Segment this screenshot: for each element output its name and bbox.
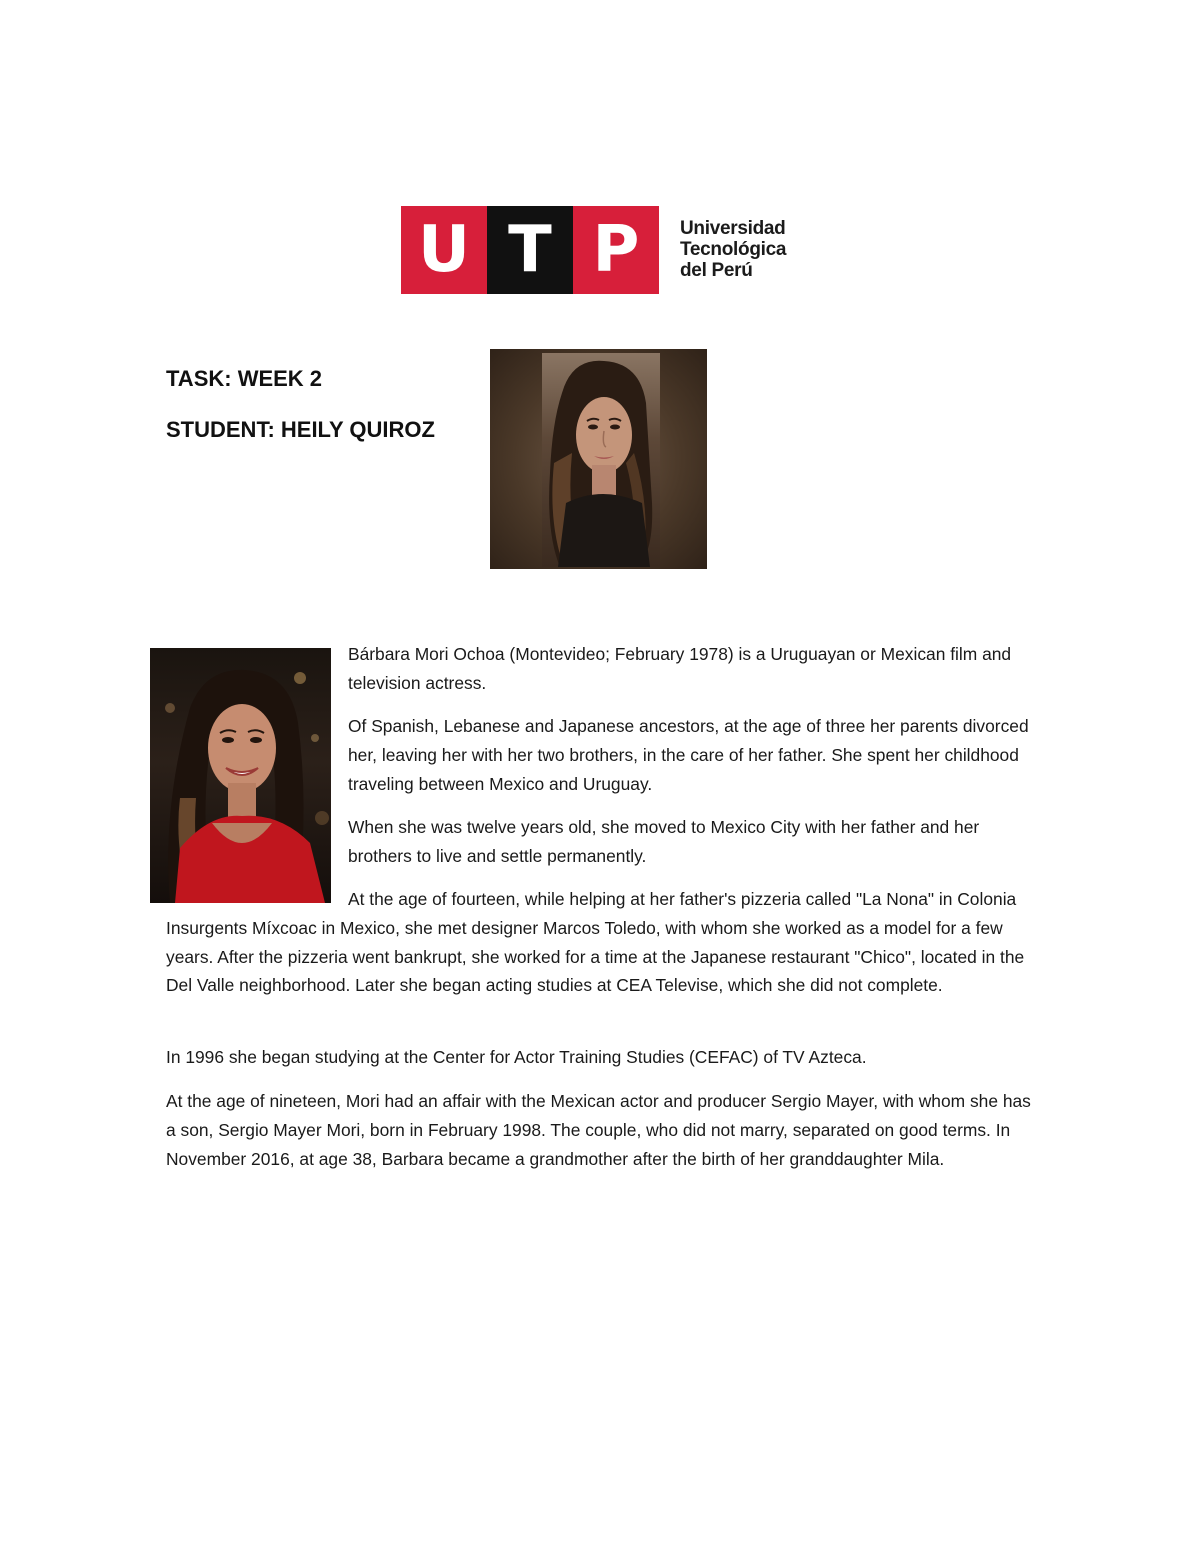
student-portrait-image [490, 349, 707, 569]
logo-letter-p: P [573, 206, 659, 294]
utp-logo [401, 206, 801, 294]
logo-name-line-3: del Perú [680, 260, 753, 281]
student-heading: STUDENT: HEILY QUIROZ [166, 417, 435, 442]
logo-letter-t: T [487, 206, 573, 294]
paragraph-3: When she was twelve years old, she moved to Mexico City with her father and her brothers to live and settle permanently. [348, 817, 980, 866]
paragraph-2: Of Spanish, Lebanese and Japanese ancestors, at the age of three her parents divorced her, leaving her with her two brothers, in the care of her father. She spent her childhood traveling between Mexico and Uruguay. [348, 716, 1029, 794]
logo-letter-u: U [401, 206, 487, 294]
student-portrait-photo [542, 353, 660, 567]
student-portrait-illustration [542, 353, 660, 567]
paragraph-4: At the age of fourteen, while helping at her father's pizzeria called "La Nona" in Colonia Insurgents Míxcoac in Mexico, she met designer Marcos Toledo, with whom she worked as a model for a few years. After the pizzeria went bankrupt, she worked for a time at the Japanese restaurant "Chico", located in the Del Valle neighborhood. Later she began acting studies at CEA Televise, which she did not complete. [166, 889, 1025, 996]
task-heading: TASK: WEEK 2 [166, 366, 323, 391]
paragraph-5: In 1996 she began studying at the Center for Actor Training Studies (CEFAC) of TV Azteca. [166, 1047, 867, 1067]
logo-name-line-2: Tecnológica [680, 239, 787, 260]
actress-portrait-illustration [150, 648, 331, 903]
paragraph-6: At the age of nineteen, Mori had an affair with the Mexican actor and producer Sergio Mayer, with whom she has a son, Sergio Mayer Mori, born in February 1998. The couple, who did not marry, separated on good terms. In November 2016, at age 38, Barbara became a grandmother after the birth of her granddaughter Mila. [166, 1091, 1031, 1169]
logo-name-line-1: Universidad [680, 218, 786, 239]
paragraph-1: Bárbara Mori Ochoa (Montevideo; February 1978) is a Uruguayan or Mexican film and television actress. [348, 644, 1012, 693]
logo-university-name [680, 218, 786, 281]
actress-portrait-image [150, 648, 331, 903]
